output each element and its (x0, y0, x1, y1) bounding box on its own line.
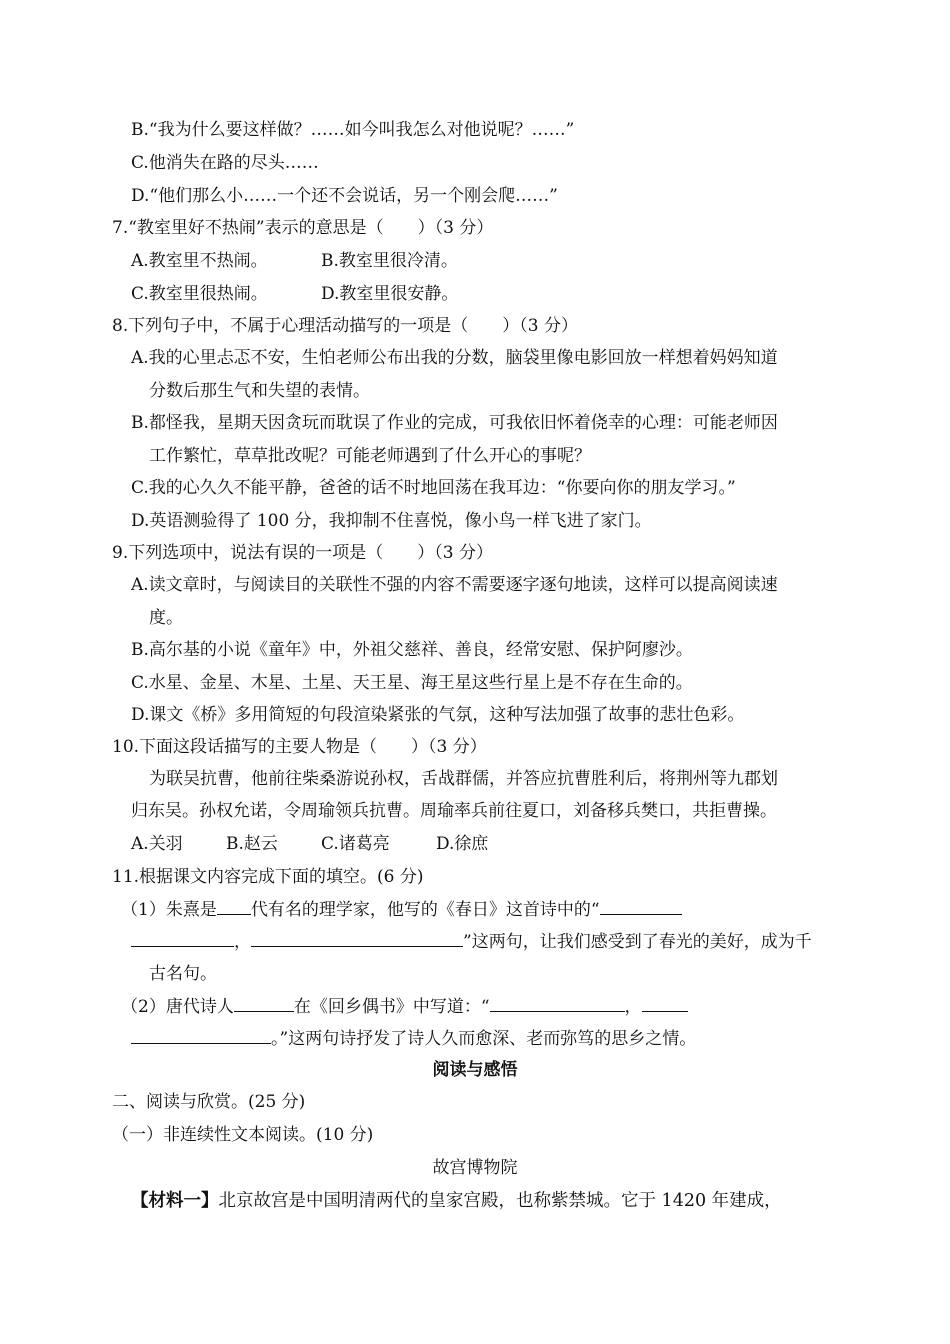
q11-part1-suffix: ”这两句，让我们感受到了春光的美好，成为千 (463, 932, 812, 952)
blank-poem-line1-start[interactable] (600, 898, 682, 915)
q8-option-c: C.我的心久久不能平静，爸爸的话不时地回荡在我耳边：“你要向你的朋友学习。” (131, 478, 736, 498)
q8-option-a-line1: A.我的心里忐忑不安，生怕老师公布出我的分数，脑袋里像电影回放一样想着妈妈知道 (131, 348, 778, 368)
part2-subsection-title: （一）非连续性文本阅读。(10 分) (112, 1125, 374, 1145)
blank-dynasty[interactable] (217, 898, 251, 915)
q11-part2-prefix: （2）唐代诗人 (121, 997, 234, 1017)
q11-part1-line3: 古名句。 (149, 964, 217, 984)
q10-option-d: D.徐庶 (436, 834, 489, 854)
q11-part2-line1 (121, 995, 688, 1018)
q10-passage-line1: 为联吴抗曹，他前往柴桑游说孙权，舌战群儒，并答应抗曹胜利后，将荆州等九郡划 (149, 769, 778, 789)
q9-option-d: D.课文《桥》多用简短的句段渲染紧张的气氛，这种写法加强了故事的悲壮色彩。 (131, 705, 745, 725)
passage-title: 故宫博物院 (432, 1158, 518, 1178)
q8-option-d: D.英语测验得了 100 分，我抑制不住喜悦，像小鸟一样飞进了家门。 (131, 511, 652, 531)
q11-part1-line2 (131, 930, 812, 953)
q9-option-c: C.水星、金星、木星、土星、天王星、海王星这些行星上是不存在生命的。 (131, 673, 693, 693)
section-heading: 阅读与感悟 (432, 1060, 518, 1080)
q11-part1-comma: ， (234, 932, 251, 952)
q11-part1-prefix: （1）朱熹是 (121, 900, 217, 920)
blank-verse2-start[interactable] (642, 995, 688, 1012)
q8-stem: 8.下列句子中，不属于心理活动描写的一项是（ ）（3 分） (112, 316, 578, 336)
blank-verse1[interactable] (490, 995, 625, 1012)
q11-part2-comma: ， (624, 997, 642, 1017)
q9-option-b: B.高尔基的小说《童年》中，外祖父慈祥、善良，经常安慰、保护阿廖沙。 (131, 640, 693, 660)
q9-option-a-line1: A.读文章时，与阅读目的关联性不强的内容不需要逐字逐句地读，这样可以提高阅读速 (131, 575, 778, 595)
q7-option-a: A.教室里不热闹。 (131, 251, 268, 271)
q9-stem: 9.下列选项中，说法有误的一项是（ ）（3 分） (112, 543, 493, 563)
q10-option-a: A.关羽 (131, 834, 183, 854)
q10-option-b: B.赵云 (226, 834, 278, 854)
q7-option-b: B.教室里很冷清。 (321, 251, 458, 271)
material-one-label: 【材料一】 (131, 1191, 219, 1211)
q9-option-a-line2: 度。 (149, 608, 183, 628)
blank-poem-line2[interactable] (251, 930, 463, 947)
q11-part1-line1 (121, 898, 682, 921)
part2-title: 二、阅读与欣赏。(25 分) (112, 1092, 306, 1112)
q8-option-a-line2: 分数后那生气和失望的表情。 (149, 381, 370, 401)
q7-stem: 7.“教室里好不热闹”表示的意思是（ ）（3 分） (112, 218, 494, 238)
q11-part2-suffix: 。”这两句诗抒发了诗人久而愈深、老而弥笃的思乡之情。 (271, 1029, 697, 1049)
material-one-text: 北京故宫是中国明清两代的皇家宫殿，也称紫禁城。它于 1420 年建成， (218, 1191, 782, 1211)
q10-passage-line2: 归东吴。孙权允诺，令周瑜领兵抗曹。周瑜率兵前往夏口，刘备移兵樊口，共拒曹操。 (131, 801, 777, 821)
blank-poet[interactable] (234, 995, 294, 1012)
q6-option-b: B.“我为什么要这样做？……如今叫我怎么对他说呢？……” (131, 120, 575, 140)
q11-part2-middle: 在《回乡偶书》中写道：“ (293, 997, 490, 1017)
q10-stem: 10.下面这段话描写的主要人物是（ ）（3 分） (112, 737, 487, 757)
q7-option-c: C.教室里很热闹。 (131, 284, 268, 304)
q6-option-c: C.他消失在路的尽头…… (131, 153, 319, 173)
q6-option-d: D.“他们那么小……一个还不会说话，另一个刚会爬……” (131, 186, 558, 206)
blank-verse2-end[interactable] (131, 1027, 271, 1044)
q10-option-c: C.诸葛亮 (321, 834, 390, 854)
q8-option-b-line2: 工作繁忙，草草批改呢？可能老师遇到了什么开心的事呢？ (149, 446, 591, 466)
q11-stem: 11.根据课文内容完成下面的填空。(6 分) (112, 867, 424, 887)
blank-poem-line1-end[interactable] (131, 930, 234, 947)
material-one-line (131, 1190, 782, 1212)
q8-option-b-line1: B.都怪我，星期天因贪玩而耽误了作业的完成，可我依旧怀着侥幸的心理：可能老师因 (131, 413, 778, 433)
q7-option-d: D.教室里很安静。 (321, 284, 459, 304)
q11-part2-line2 (131, 1027, 696, 1050)
q11-part1-middle: 代有名的理学家，他写的《春日》这首诗中的“ (250, 900, 600, 920)
